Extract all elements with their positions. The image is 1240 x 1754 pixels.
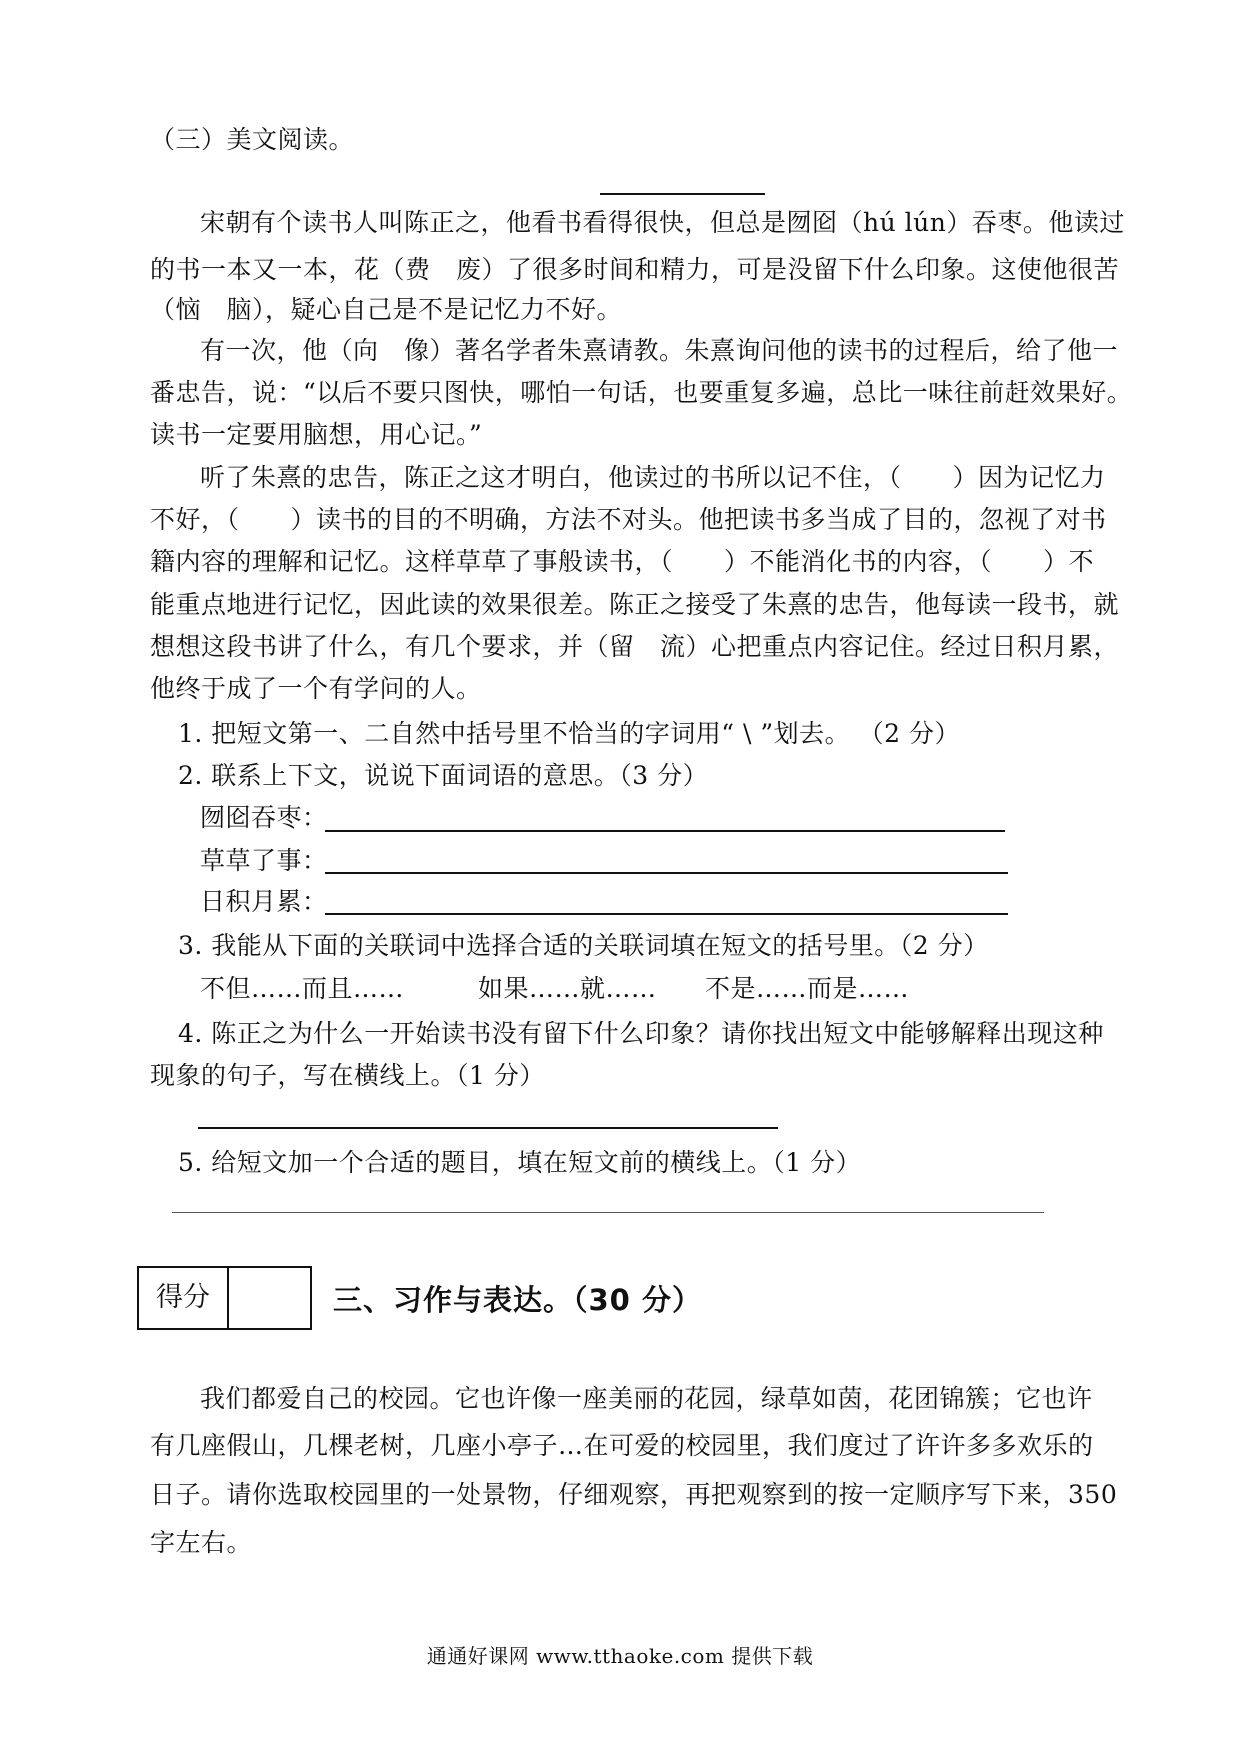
passage-p3-line1: 听了朱熹的忠告，陈正之这才明白，他读过的书所以记不住，（ ）因为记忆力: [200, 463, 1106, 492]
section-3-line1: 我们都爱自己的校园。它也许像一座美丽的花园，绿草如茵，花团锦簇；它也许: [200, 1384, 1093, 1413]
section-3-line3: 日子。请你选取校园里的一处景物，仔细观察，再把观察到的按一定顺序写下来，350: [150, 1480, 1118, 1509]
title-blank-line[interactable]: [600, 193, 765, 195]
section-heading: （三）美文阅读。: [150, 125, 355, 154]
score-box-label: 得分: [139, 1268, 229, 1328]
q2-item-label: 囫囵吞枣：: [200, 803, 328, 832]
question-4-line1: 4. 陈正之为什么一开始读书没有留下什么印象？请你找出短文中能够解释出现这种: [178, 1019, 1104, 1048]
section-3-title: 三、习作与表达。（30 分）: [333, 1283, 702, 1317]
question-1: 1. 把短文第一、二自然中括号里不恰当的字词用“ \ ”划去。 （2 分）: [178, 719, 960, 748]
passage-p2-line3: 读书一定要用脑想，用心记。”: [150, 420, 483, 449]
question-5: 5. 给短文加一个合适的题目，填在短文前的横线上。（1 分）: [178, 1148, 862, 1177]
q2-answer-line-3[interactable]: [325, 913, 1008, 915]
score-box: [137, 1266, 312, 1330]
q5-dashed-line[interactable]: [172, 1212, 1044, 1213]
passage-p2-line2: 番忠告，说：“以后不要只图快，哪怕一句话，也要重复多遍，总比一味往前赶效果好。: [150, 378, 1133, 407]
q4-answer-line[interactable]: [198, 1127, 778, 1129]
q2-answer-line-1[interactable]: [325, 830, 1005, 832]
score-box-value[interactable]: [229, 1268, 310, 1328]
q3-option-3: 不是……而是……: [705, 974, 910, 1003]
passage-p1-line1: 宋朝有个读书人叫陈正之，他看书看得很快，但总是囫囵（hú lún）吞枣。他读过: [200, 208, 1125, 237]
question-2: 2. 联系上下文，说说下面词语的意思。（3 分）: [178, 761, 709, 790]
passage-p3-line4: 能重点地进行记忆，因此读的效果很差。陈正之接受了朱熹的忠告，他每读一段书，就: [150, 590, 1120, 619]
passage-p3-line6: 他终于成了一个有学问的人。: [150, 674, 482, 703]
section-3-line2: 有几座假山，几棵老树，几座小亭子…在可爱的校园里，我们度过了许许多多欢乐的: [150, 1431, 1094, 1460]
page-footer: 通通好课网 www.tthaoke.com 提供下载: [426, 1644, 814, 1668]
q2-item-label: 日积月累：: [200, 887, 328, 916]
passage-p3-line5: 想想这段书讲了什么，有几个要求，并（留 流）心把重点内容记住。经过日积月累，: [150, 632, 1120, 661]
question-3: 3. 我能从下面的关联词中选择合适的关联词填在短文的括号里。（2 分）: [178, 931, 989, 960]
question-4-line2: 现象的句子，写在横线上。（1 分）: [150, 1061, 545, 1090]
section-3-line4: 字左右。: [150, 1528, 253, 1557]
q3-options: [200, 972, 960, 1006]
passage-p2-line1: 有一次，他（向 像）著名学者朱熹请教。朱熹询问他的读书的过程后，给了他一: [200, 336, 1119, 365]
passage-p1-line3: （恼 脑），疑心自己是不是记忆力不好。: [150, 295, 623, 324]
q2-item-label: 草草了事：: [200, 846, 328, 875]
passage-p3-line3: 籍内容的理解和记忆。这样草草了事般读书，（ ）不能消化书的内容，（ ）不: [150, 547, 1095, 576]
q3-option-1: 不但……而且……: [200, 974, 405, 1003]
passage-p3-line2: 不好，（ ）读书的目的不明确，方法不对头。他把读书多当成了目的，忽视了对书: [150, 505, 1107, 534]
passage-p1-line2: 的书一本又一本，花（费 废）了很多时间和精力，可是没留下什么印象。这使他很苦: [150, 255, 1120, 284]
q3-option-2: 如果……就……: [478, 974, 657, 1003]
q2-answer-line-2[interactable]: [325, 872, 1008, 874]
